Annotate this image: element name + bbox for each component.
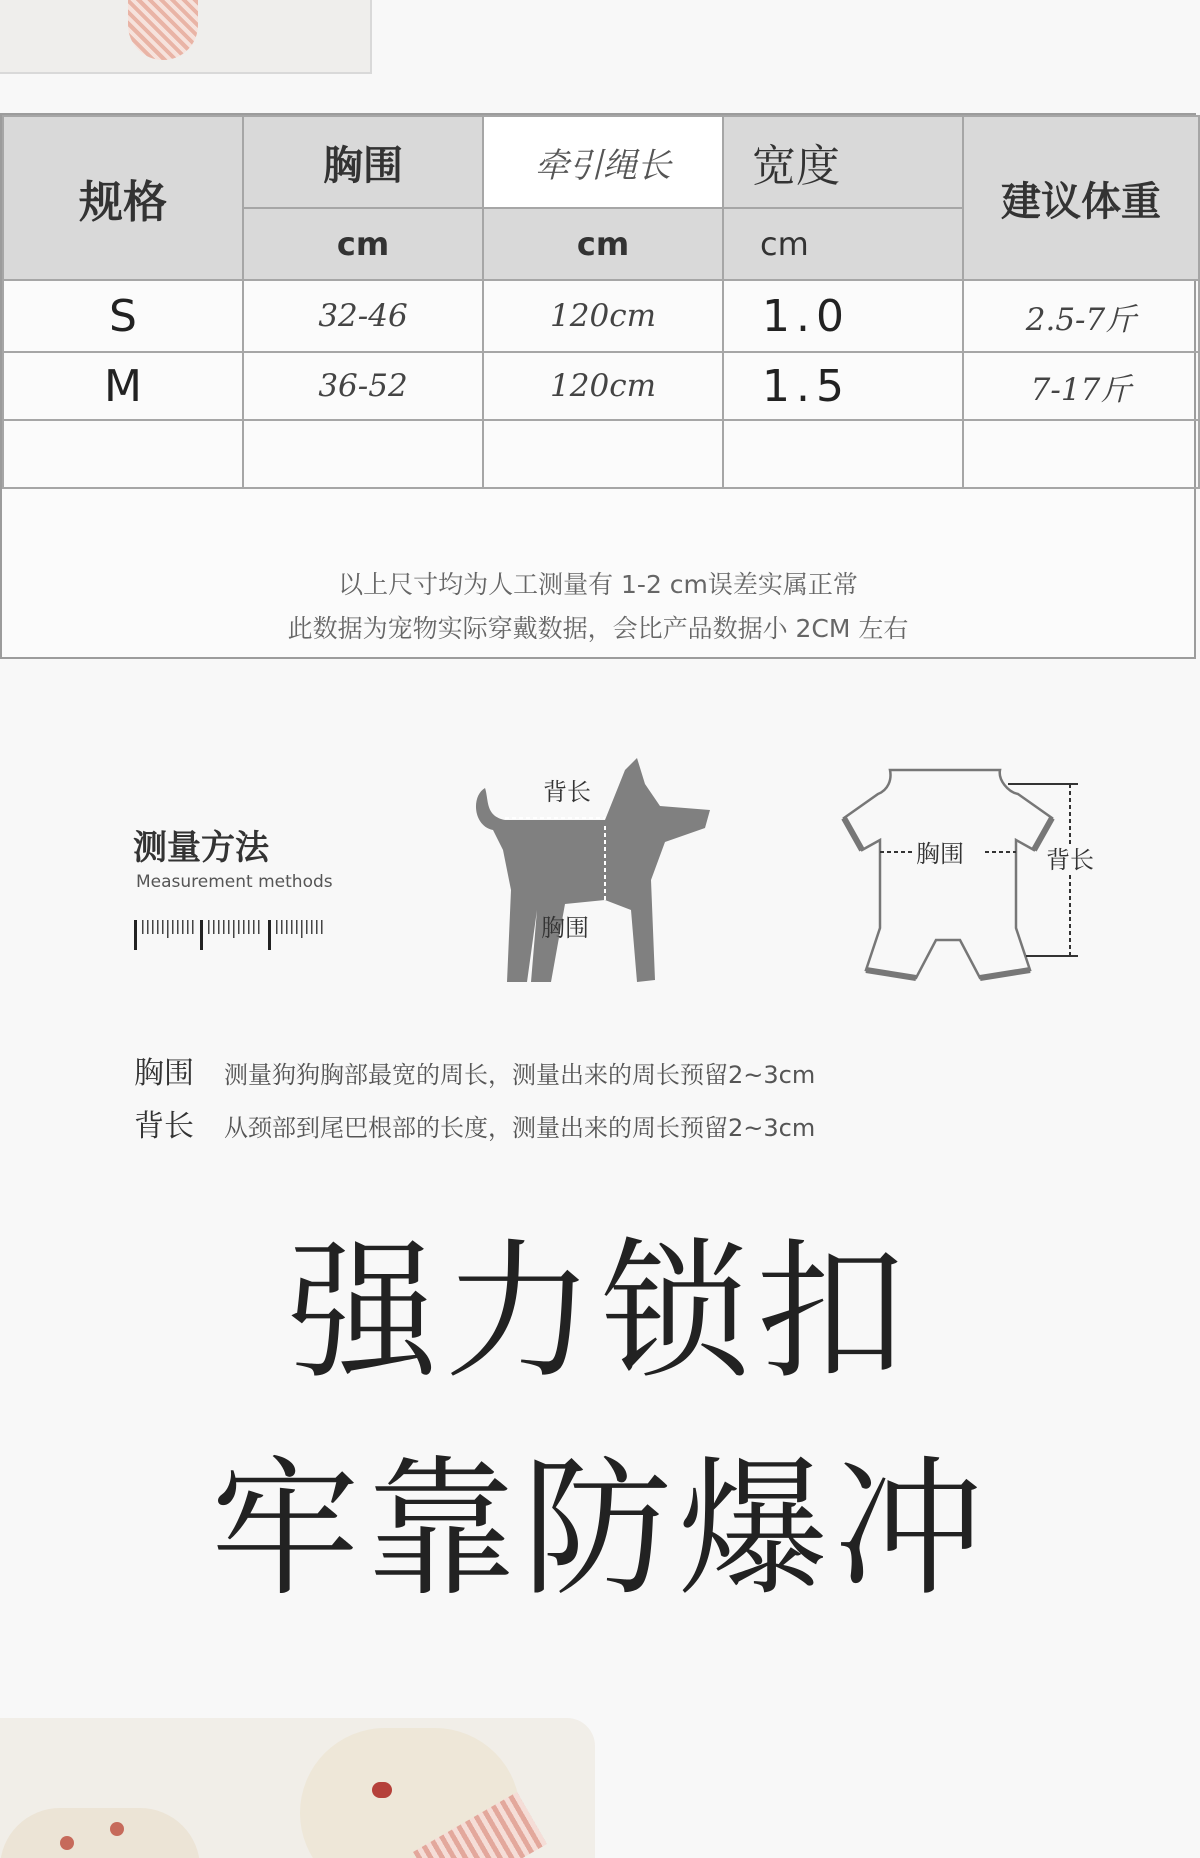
bottom-product-photo [0, 1718, 595, 1858]
cloth-chest-label: 胸围 [916, 840, 964, 868]
description-text: 测量狗狗胸部最宽的周长，测量出来的周长预留2~3cm [224, 1061, 816, 1089]
size-cell [3, 420, 243, 488]
unit-leash: cm [483, 208, 723, 280]
leash-cell: 120cm [483, 352, 723, 420]
chest-cell: 32-46 [243, 280, 483, 352]
slogan-line-2: 牢靠防爆冲 [209, 1443, 990, 1617]
chest-cell [243, 420, 483, 488]
measure-title: 测量方法 [133, 828, 269, 868]
measurement-section [0, 700, 1200, 1020]
toy-spot [110, 1822, 124, 1836]
unit-width: cm [723, 208, 963, 280]
dog-silhouette-icon [455, 750, 735, 1000]
weight-cell: 7-17斤 [963, 352, 1199, 420]
dog-back-label: 背长 [543, 778, 591, 806]
ruler-icon [134, 912, 334, 954]
measure-subtitle: Measurement methods [136, 872, 333, 892]
header-leash: 牵引绳长 [483, 116, 723, 208]
leash-cell [483, 420, 723, 488]
chest-cell: 36-52 [243, 352, 483, 420]
slogan-line-1: 强力锁扣 [287, 1226, 912, 1400]
table-row [3, 280, 1199, 352]
dog-chest-label: 胸围 [541, 914, 589, 942]
note-line: 以上尺寸均为人工测量有 1-2 cm误差实属正常 [338, 570, 858, 599]
size-notes [2, 563, 1194, 651]
weight-cell: 2.5-7斤 [963, 280, 1199, 352]
toy-nose [372, 1782, 392, 1798]
measure-descriptions [134, 1048, 815, 1154]
leash-cell: 120cm [483, 280, 723, 352]
pet-clothes-diagram-icon [830, 760, 1110, 990]
width-cell: 1.5 [723, 352, 963, 420]
size-cell: S [3, 280, 243, 352]
description-row [134, 1048, 815, 1101]
width-cell [723, 420, 963, 488]
weight-cell [963, 420, 1199, 488]
table-row [3, 420, 1199, 488]
header-spec: 规格 [3, 116, 243, 280]
note-line: 此数据为宠物实际穿戴数据，会比产品数据小 2CM 左右 [287, 614, 909, 643]
top-product-photo [0, 0, 372, 74]
unit-chest: cm [243, 208, 483, 280]
size-chart [0, 113, 1196, 659]
description-text: 从颈部到尾巴根部的长度，测量出来的周长预留2~3cm [224, 1114, 816, 1142]
toy-spot [60, 1836, 74, 1850]
header-chest: 胸围 [243, 116, 483, 208]
cloth-back-label: 背长 [1046, 846, 1094, 874]
size-cell: M [3, 352, 243, 420]
plush-toy-image [0, 1808, 200, 1858]
size-table [2, 115, 1200, 489]
table-row [3, 352, 1199, 420]
width-cell: 1.0 [723, 280, 963, 352]
description-key: 背长 [134, 1109, 194, 1144]
header-width: 宽度 [723, 116, 963, 208]
harness-strap-image [128, 0, 198, 60]
header-weight: 建议体重 [963, 116, 1199, 280]
description-row [134, 1101, 815, 1154]
description-key: 胸围 [134, 1056, 194, 1091]
